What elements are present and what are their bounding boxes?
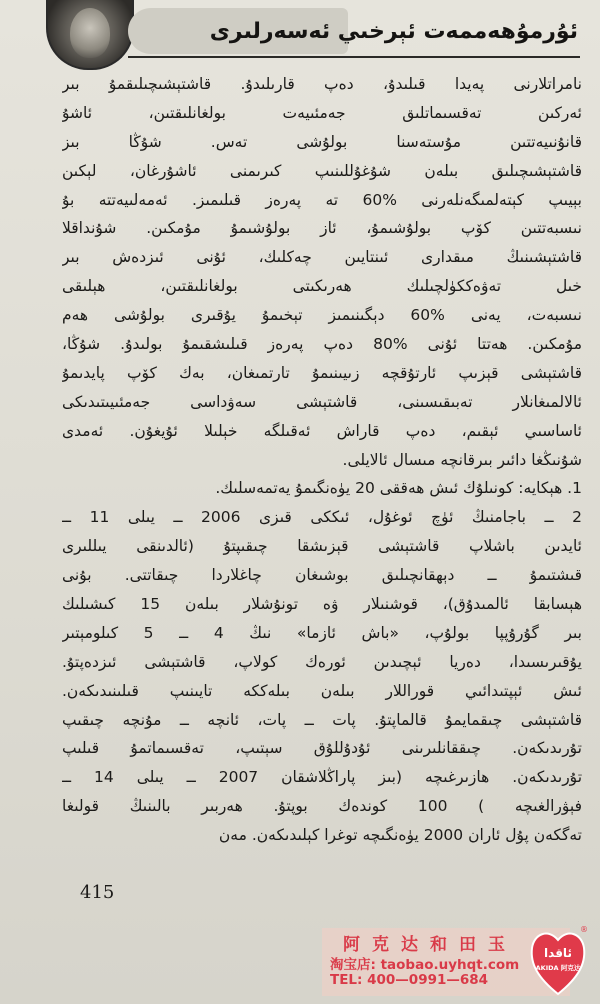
text-line: قىشتىمۇ ــ دېھقانچىلىق بوشىغان چاغلاردا چىقاتتى. بۇنى: [62, 566, 582, 585]
text-line: ئاساسىي ئېقىم، دەپ قاراش ئەقىلگە خېلىلا ئۇيغۇن. ئەمدى: [62, 421, 582, 440]
text-line: ئىش ئېپتىدائىي قوراللار بىلەن بىلەككە تايىنىپ قىلىنىدىكەن.: [62, 681, 582, 700]
text-line: ئەركىن تەقسىماتلىق جەمئىيەت بولغانلىقتىن، ئاشۇ: [62, 103, 582, 122]
author-face-image: [70, 8, 110, 58]
svg-text:®: ®: [580, 925, 588, 934]
watermark-phone: TEL: 400—0991—684: [330, 972, 489, 988]
text-line: 1. ھېكايە: كونىلۇك ئىش ھەققى 20 يۈەنگىمۇ يەتمەسلىك.: [215, 479, 582, 498]
text-line: قاشتېشى قېزىپ ئارتۇقچە زىيىنىمۇ تارتمىغان، بەك كۆپ پايدىمۇ: [62, 363, 582, 382]
author-portrait: [46, 0, 134, 70]
text-line: ئالالمىغانلار تەبىقىسىنى، قاشتېشى سەۋداسى جەمئىيىتىدىكى: [62, 392, 582, 411]
svg-text:AKIDA 阿克达: AKIDA 阿克达: [535, 964, 581, 972]
text-line: بىر گۇرۇپپا بولۇپ، «باش ئازما» نىڭ 4 ــ 5 كىلومېتىر: [62, 623, 582, 642]
text-line: فېۋرالغىچە ) 100 كوندەك بوپتۇ. ھەربىر بالىنىڭ قولىغا: [62, 797, 582, 816]
svg-text:ئاقدا: ئاقدا: [544, 946, 572, 960]
text-line: خىل تەۋەككۈلچىلىك ھەرىكىتى بولغانلىقتىن، ھېلىقى: [62, 277, 582, 296]
text-line: ھېسابقا ئالمىدۇق)، قوشنىلار ۋە تونۇشلار بىلەن 15 كىشىلىك: [62, 595, 582, 614]
header-divider: [128, 56, 580, 58]
watermark-store-url: 淘宝店: taobao.uyhqt.com: [330, 957, 520, 973]
text-line: شۇنىڭغا دائىر بىرقانچە مىسال ئالايلى.: [342, 450, 582, 469]
text-line: تۇرىدىكەن. چىققانلىرىنى ئۇدۇللۇق سېتىپ، تەقسىماتمۇ قىلىپ: [62, 739, 582, 758]
text-line: تۇرىدىكەن. ھازىرغىچە (بىز پاراڭلاشقان 2007 ــ يىلى 14 ــ: [62, 768, 582, 787]
text-line: بېيىپ كېتەلمىگەنلەرنى %60 تە پەرەز قىلىمىز. ئەمەلىيەتتە بۇ: [62, 190, 582, 209]
text-line: ئايدىن باشلاپ قاشتېشى قېزىشقا چىقىپتۇ (ئالدىنقى يىللىرى: [62, 537, 582, 556]
text-line: قاشتېشىچىلىق بىلەن شۇغۇللىنىپ كىرىمنى ئاشۇرغان، لېكىن: [62, 161, 582, 180]
text-line: يۇقىرىسىدا، دەريا ئېچىدىن ئورەك كولاپ، قاشتېشى ئىزدەپتۇ.: [62, 652, 582, 671]
text-line: قانۇنىيەتتىن مۇستەسنا بولۇشى تەس. شۇڭا بىز: [62, 132, 582, 151]
page-number: 415: [80, 882, 115, 903]
text-line: تەگكەن پۇل ئاران 2000 يۈەنگىچە توغرا كېلىدىكەن. مەن: [218, 826, 582, 845]
text-line: نىسبەت، يەنى %60 دېگىنىمىز تېخىمۇ يۇقىرى بولۇشى ھەم: [62, 306, 582, 325]
text-line: قاشتېشى چىقمايمۇ قالماپتۇ. پات ــ پات، ئانچە ــ مۇنچە چىقىپ: [62, 710, 582, 729]
watermark-shop-name: 阿克达和田玉: [343, 935, 517, 955]
text-line: 2 ــ باجامنىڭ ئۈچ ئوغۇل، ئىككى قىزى 2006 ــ يىلى 11 ــ: [62, 508, 582, 527]
text-line: نىسبەتتىن كۆپ بولۇشىمۇ، ئاز بولۇشىمۇ مۇمكىن. شۇنداقلا: [62, 219, 582, 238]
watermark-logo-icon: [528, 924, 588, 996]
text-line: قاشتېشىنىڭ مىقدارى ئىنتايىن چەكلىك، ئۇنى ئىزدەش بىر: [62, 248, 582, 267]
body-text: [62, 70, 582, 850]
text-line: مۇمكىن. ھەتتا ئۇنى %80 دەپ پەرەز قىلىشقىمۇ بولىدۇ. شۇڭا،: [62, 335, 582, 354]
running-header-title: ئۇرمۇھەممەت ئېرخىي ئەسەرلىرى: [209, 19, 578, 44]
text-line: نامراتلارنى پەيدا قىلىدۇ، دەپ قارىلىدۇ. قاشتېشىچىلىقمۇ بىر: [62, 75, 582, 93]
